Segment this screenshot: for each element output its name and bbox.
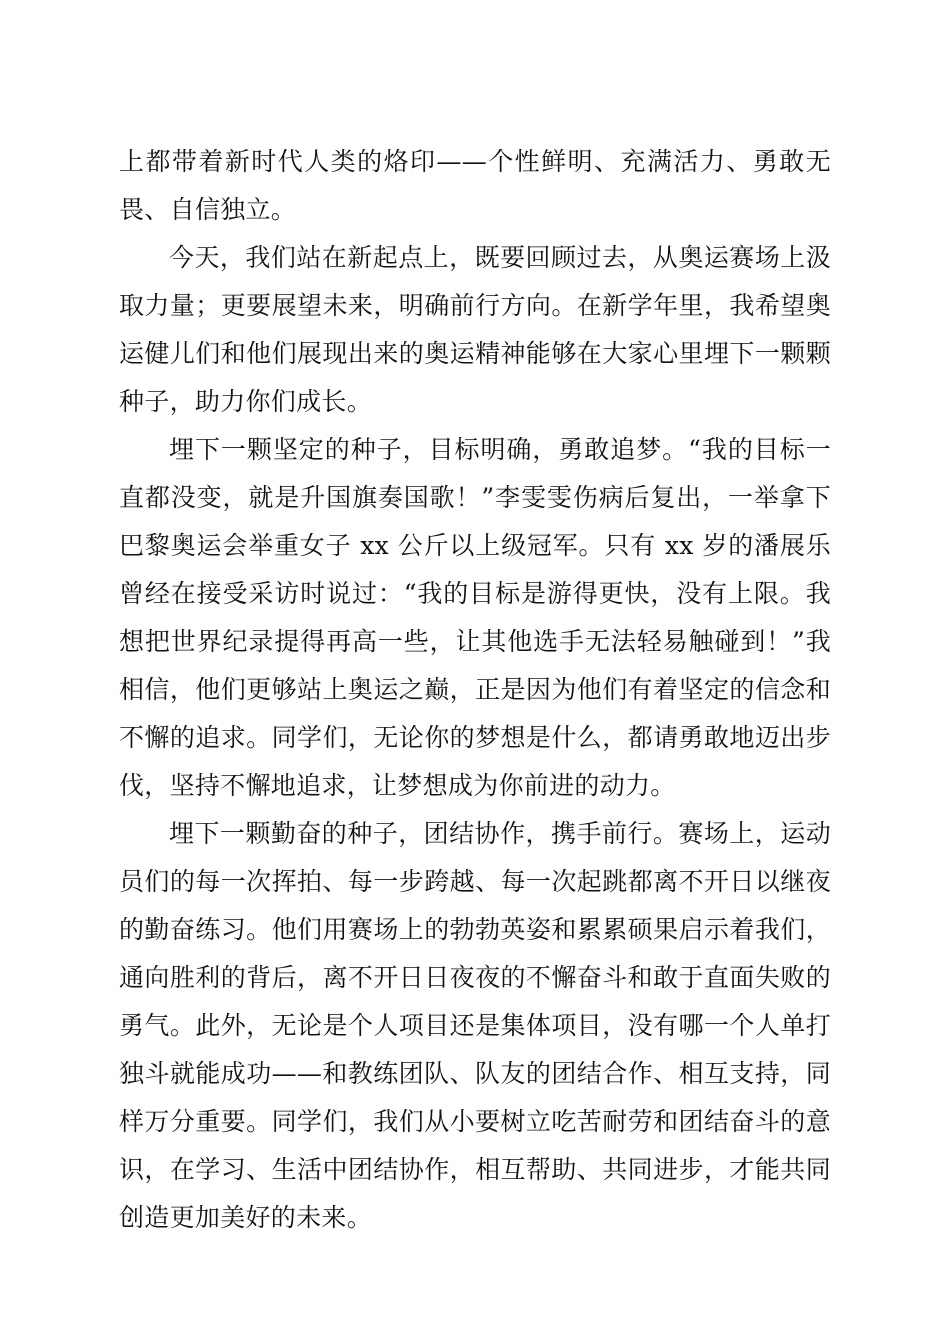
paragraph-diligent-seed: 埋下一颗勤奋的种子，团结协作，携手前行。赛场上，运动员们的每一次挥拍、每一步跨越、每一次起跳都离不开日以继夜的勤奋练习。他们用赛场上的勃勃英姿和累累硕果启示着我们，通向胜利的背后，离不开日日夜夜的不懈奋斗和敢于直面失败的勇气。此外，无论是个人项目还是集体项目，没有哪一个人单打独斗就能成功——和教练团队、队友的团结合作、相互支持，同样万分重要。同学们，我们从小要树立吃苦耐劳和团结奋斗的意识，在学习、生活中团结协作，相互帮助、共同进步，才能共同创造更加美好的未来。 xyxy=(119,819,831,1232)
document-body xyxy=(119,138,831,1242)
paragraph-today: 今天，我们站在新起点上，既要回顾过去，从奥运赛场上汲取力量；更要展望未来，明确前行方向。在新学年里，我希望奥运健儿们和他们展现出来的奥运精神能够在大家心里埋下一颗颗种子，助力你们成长。 xyxy=(119,243,831,416)
paragraph-firm-seed: 埋下一颗坚定的种子，目标明确，勇敢追梦。“我的目标一直都没变，就是升国旗奏国歌！”李雯雯伤病后复出，一举拿下巴黎奥运会举重女子 xx 公斤以上级冠军。只有 xx 岁的潘展乐曾经在接受采访时说过：“我的目标是游得更快，没有上限。我想把世界纪录提得再高一些，让其他选手无法轻易触碰到！”我相信，他们更够站上奥运之巅，正是因为他们有着坚定的信念和不懈的追求。同学们，无论你的梦想是什么，都请勇敢地迈出步伐，坚持不懈地追求，让梦想成为你前进的动力。 xyxy=(119,435,831,800)
paragraph-continuation: 上都带着新时代人类的烙印——个性鲜明、充满活力、勇敢无畏、自信独立。 xyxy=(119,147,831,224)
